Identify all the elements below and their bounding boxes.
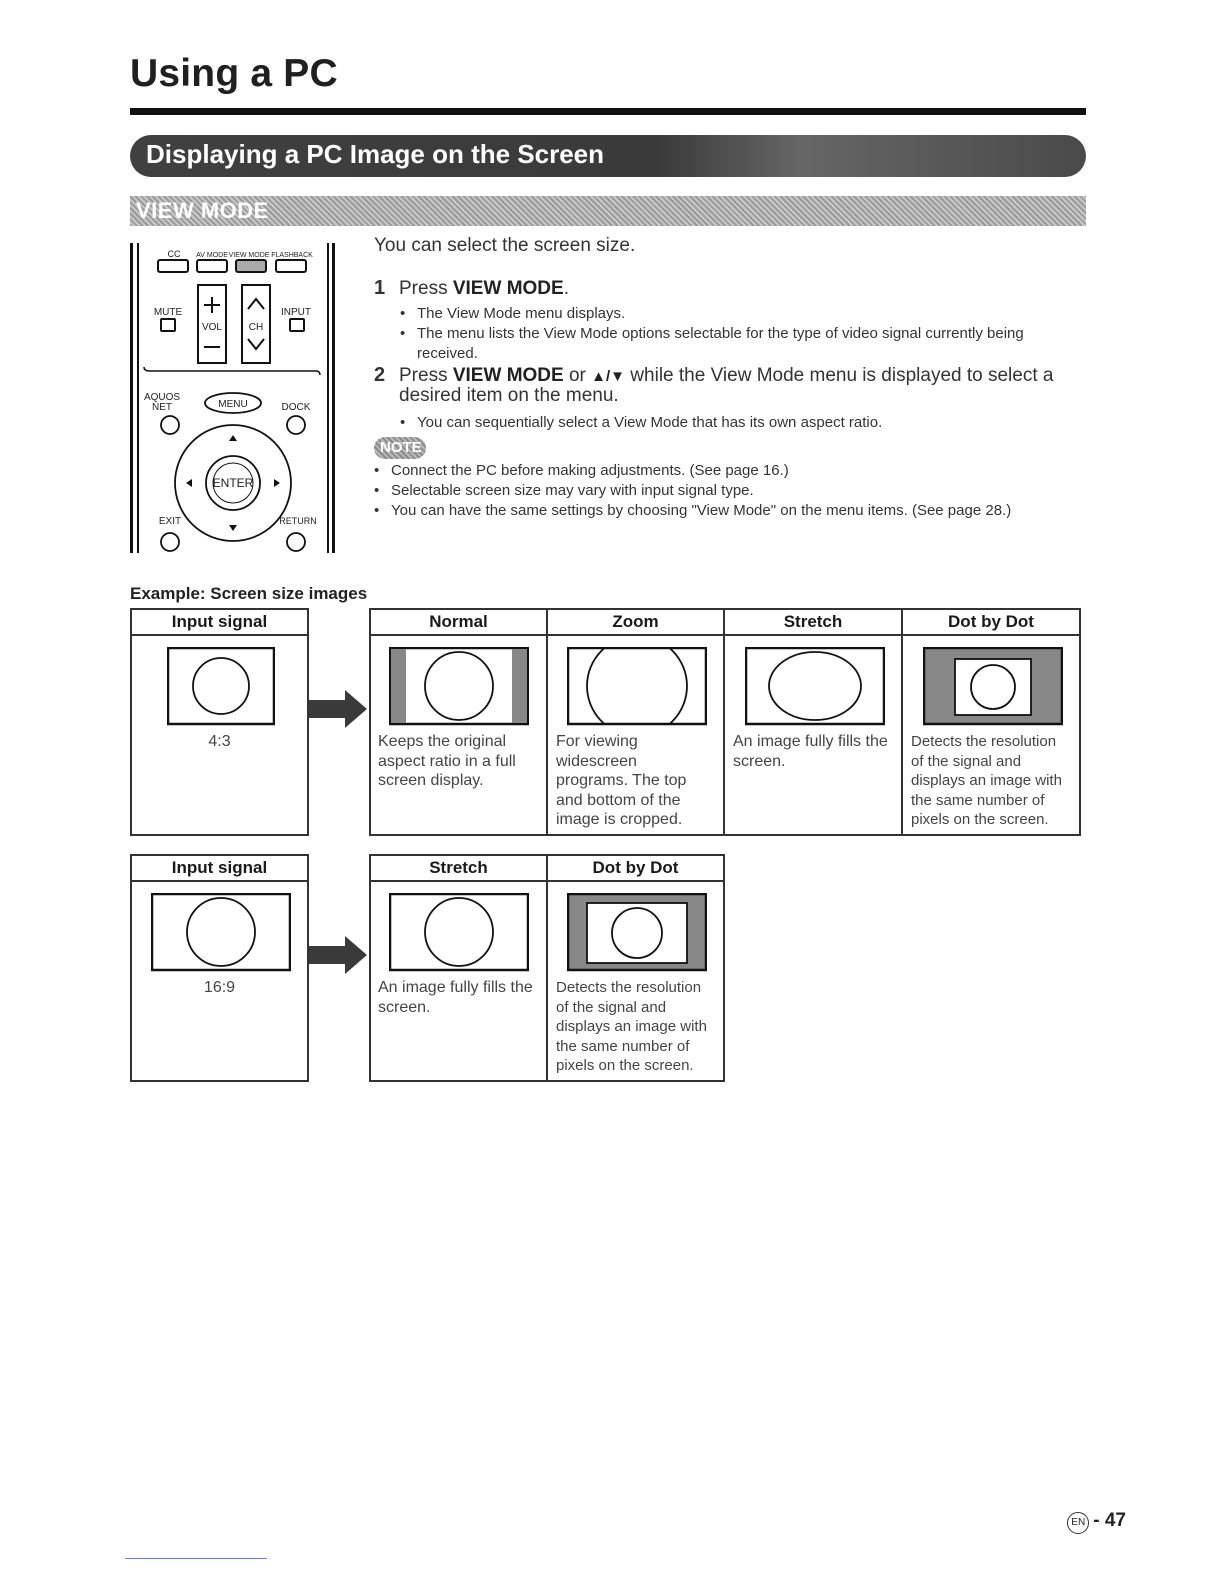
section-banner [130,135,1086,177]
step-2-line-2: desired item on the menu. [399,385,619,406]
page-number-value: 47 [1104,1510,1126,1531]
cell-header: Input signal [132,610,307,636]
screen-stretch-icon [745,647,885,727]
example-heading: Example: Screen size images [130,584,368,603]
return-button [287,533,305,551]
mute-button [161,319,175,331]
exit-label: EXIT [158,516,182,527]
input-signal-cell [130,608,309,836]
step-2 [374,364,1053,387]
list-item: • The menu lists the View Mode options selectable for the type of video signal currently being received. [400,324,1060,364]
viewmode-label: VIEW MODE [228,252,270,259]
step-text-prefix: Press [399,365,453,386]
arrow-right-icon [309,934,369,976]
step-number: 2 [374,364,386,386]
cell-header: Stretch [371,856,546,882]
vol-label: VOL [201,322,223,333]
screen-dot-by-dot-icon [567,893,707,973]
cell-header: Dot by Dot [548,856,723,882]
cc-button [158,260,188,272]
mode-cell-stretch [723,608,903,836]
avmode-button [197,260,227,272]
dock-label: DOCK [281,402,311,413]
cell-header: Zoom [548,610,723,636]
mode-description: Detects the resolution of the signal and displays an image with the same number of pixels on the screen. [556,979,707,1074]
input-signal-cell [130,854,309,1082]
step-text-middle: or [563,365,592,386]
exit-button [161,533,179,551]
up-down-arrows-icon: ▲/▼ [591,368,626,385]
aspect-label: 16:9 [203,979,236,996]
language-badge: EN [1067,1512,1089,1534]
mode-description: An image fully fills the screen. [733,733,888,770]
cell-header: Dot by Dot [903,610,1079,636]
screen-4-3-icon [167,647,275,727]
list-item: • Selectable screen size may vary with input signal type. [374,481,1086,501]
mode-cell-stretch [369,854,548,1082]
mode-cell-dot-by-dot [546,854,725,1082]
left-arrow-icon [186,479,192,487]
ch-down-icon [248,339,264,349]
step-1-bullets [400,304,1060,364]
note-label: NOTE [380,439,422,456]
ch-label: CH [248,322,264,333]
mode-description: Keeps the original aspect ratio in a full screen display. [378,733,516,789]
step-text-prefix: Press [399,278,453,299]
input-label: INPUT [281,307,311,318]
list-item: • The View Mode menu displays. [400,304,1060,324]
note-list [374,461,1086,521]
footer-rule [125,1558,267,1559]
aspect-label: 4:3 [208,733,231,750]
plus-icon [204,297,220,313]
page-title: Using a PC [130,52,338,95]
flashback-label: FLASHBACK [271,252,313,259]
remote-illustration [130,243,336,553]
mode-cell-normal [369,608,548,836]
arrow-right-icon [309,688,369,730]
list-item: • You can have the same settings by choosing "View Mode" on the menu items. (See page 28.) [374,501,1086,521]
subsection-title: VIEW MODE [136,198,269,223]
screen-16-9-icon [151,893,291,973]
step-2-bullets [400,413,1060,433]
avmode-label: AV MODE [196,252,228,259]
step-number: 1 [374,277,386,299]
note-badge [374,437,426,459]
cell-header: Normal [371,610,546,636]
ch-up-icon [248,299,264,309]
step-text-suffix: . [563,278,569,299]
step-1 [374,277,569,300]
aquos-label: AQUOS [143,392,181,403]
intro-text: You can select the screen size. [374,235,636,256]
list-item: • Connect the PC before making adjustments. (See page 16.) [374,461,1086,481]
enter-label: ENTER [212,476,254,490]
dock-button [287,416,305,434]
screen-normal-icon [389,647,529,727]
mode-description: Detects the resolution of the signal and displays an image with the same number of pixels on the screen. [911,733,1062,828]
screen-dot-by-dot-icon [923,647,1063,727]
right-arrow-icon [274,479,280,487]
menu-label: MENU [218,399,248,410]
list-item: • You can sequentially select a View Mode that has its own aspect ratio. [400,413,1060,433]
page-number [1067,1510,1126,1534]
cell-header: Stretch [725,610,901,636]
input-button [290,319,304,331]
flashback-button [276,260,306,272]
subsection-banner [130,196,1086,226]
screen-stretch-icon [389,893,529,973]
mode-description: For viewing widescreen programs. The top and bottom of the image is cropped. [556,733,687,828]
cell-header: Input signal [132,856,307,882]
section-title: Displaying a PC Image on the Screen [146,139,605,169]
view-mode-key: VIEW MODE [452,278,564,299]
mute-label: MUTE [153,307,183,318]
up-arrow-icon [229,435,237,441]
viewmode-button [236,260,266,272]
remote-drawing [130,243,336,553]
net-label: NET [152,402,172,413]
aquos-net-button [161,416,179,434]
view-mode-key: VIEW MODE [452,365,564,386]
mode-description: An image fully fills the screen. [378,979,533,1016]
cc-label: CC [167,249,181,259]
return-label: RETURN [279,516,317,526]
screen-zoom-icon [567,647,707,727]
mode-cell-dot-by-dot [901,608,1081,836]
page-number-prefix: - [1093,1510,1100,1531]
step-text-suffix: while the View Mode menu is displayed to select a [625,365,1054,386]
down-arrow-icon [229,525,237,531]
mode-cell-zoom [546,608,725,836]
title-rule [130,108,1086,115]
